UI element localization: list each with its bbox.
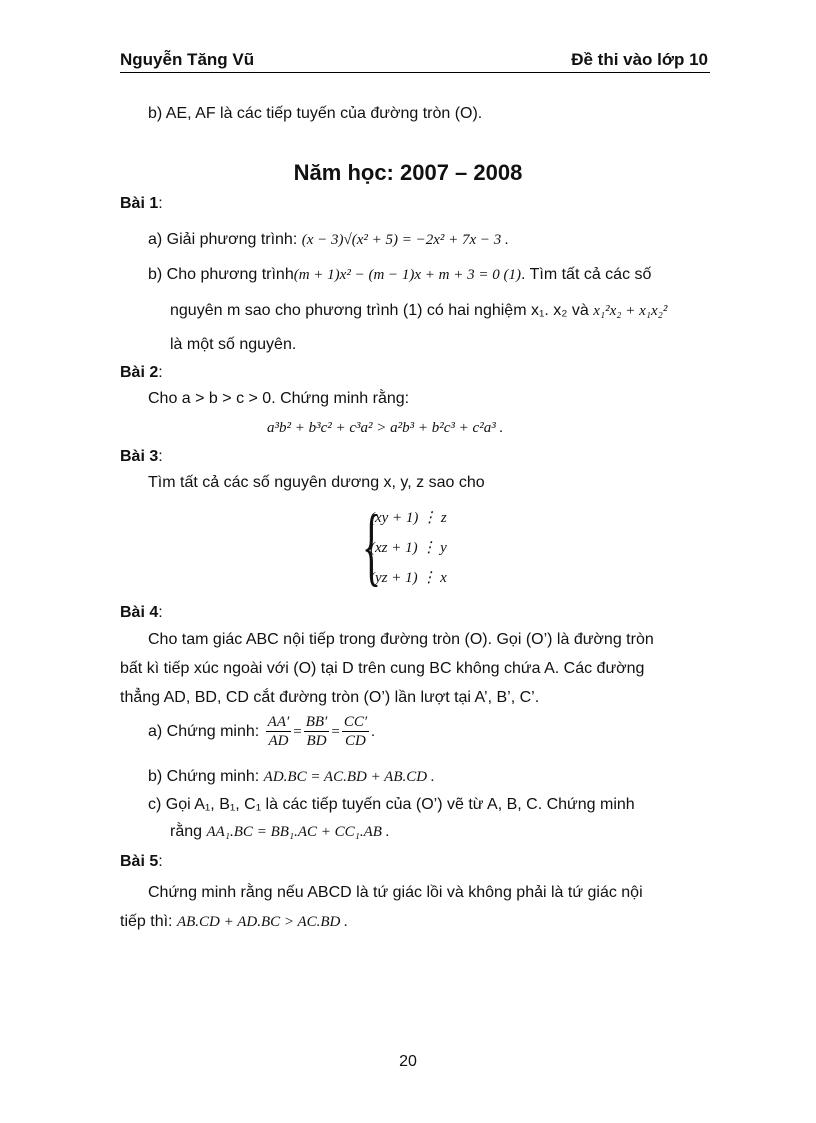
- bai4-b: b) Chứng minh: AD.BC = AC.BD + AB.CD .: [148, 768, 435, 785]
- bai4-c-equation: AA₁.BC = BB₁.AC + CC₁.AB .: [206, 824, 390, 840]
- fraction-aa-ad: $\frac{AA'}{AD}$: [267, 714, 290, 750]
- bai3-heading: Bài 3:: [120, 448, 163, 465]
- bai4-c-line2: rằng AA₁.BC = BB₁.AC + CC₁.AB .: [170, 823, 390, 840]
- bai4-paragraph-line3: thẳng AD, BD, CD cắt đường tròn (O’) lần lượt tại A’, B’, C’.: [120, 689, 540, 706]
- bai4-a: a) Chứng minh: $\frac{AA'}{AD}$ = $\frac{BB'}{BD}$ = $\frac{CC'}{CD}$ .: [148, 714, 375, 750]
- bai1-b-equation: (m + 1)x² − (m − 1)x + m + 3 = 0 (1): [293, 267, 521, 283]
- bai1-a: a) Giải phương trình: (x − 3)√(x² + 5) = −2x² + 7x − 3 .: [148, 231, 509, 248]
- bai4-heading: Bài 4:: [120, 604, 163, 621]
- fraction-cc-cd: $\frac{CC'}{CD}$: [343, 714, 368, 750]
- header-author: Nguyễn Tăng Vũ: [120, 50, 255, 69]
- bai2-inequality: a³b² + b³c² + c³a² > a²b³ + b²c³ + c²a³ .: [267, 420, 504, 436]
- bai2-text: Cho a > b > c > 0. Chứng minh rằng:: [148, 390, 410, 407]
- bai1-b: b) Cho phương trình(m + 1)x² − (m − 1)x + m + 3 = 0 (1). Tìm tất cả các số: [148, 266, 652, 283]
- bai5-inequality: AB.CD + AD.BC > AC.BD .: [176, 914, 348, 930]
- bai1-heading: Bài 1:: [120, 195, 163, 212]
- bai4-paragraph-line1: Cho tam giác ABC nội tiếp trong đường tròn (O). Gọi (O’) là đường tròn: [148, 631, 654, 648]
- bai4-b-equation: AD.BC = AC.BD + AB.CD .: [263, 769, 435, 785]
- bai1-a-equation: (x − 3)√(x² + 5) = −2x² + 7x − 3 .: [301, 232, 509, 248]
- bai4-paragraph-line2: bất kì tiếp xúc ngoài với (O) tại D trên cung BC không chứa A. Các đường: [120, 660, 645, 677]
- bai5-paragraph-line2: tiếp thì: AB.CD + AD.BC > AC.BD .: [120, 913, 348, 930]
- bai4-c-line1: c) Gọi A₁, B₁, C₁ là các tiếp tuyến của (O’) vẽ từ A, B, C. Chứng minh: [148, 796, 635, 813]
- bai3-system-line2: (xz + 1) ⋮ y: [370, 540, 447, 556]
- carry-over-line: b) AE, AF là các tiếp tuyến của đường tròn (O).: [148, 105, 483, 122]
- bai1-b-line3: là một số nguyên.: [170, 336, 297, 353]
- fraction-bb-bd: $\frac{BB'}{BD}$: [305, 714, 328, 750]
- page-number: 20: [399, 1053, 417, 1070]
- bai5-paragraph-line1: Chứng minh rằng nếu ABCD là tứ giác lồi và không phải là tứ giác nội: [148, 884, 643, 901]
- bai3-text: Tìm tất cả các số nguyên dương x, y, z sao cho: [148, 474, 485, 491]
- bai3-system-line3: (yz + 1) ⋮ x: [370, 570, 447, 586]
- bai3-system-line1: (xy + 1) ⋮ z: [370, 510, 447, 526]
- year-title: Năm học: 2007 – 2008: [293, 160, 523, 185]
- header-rule: [120, 72, 710, 73]
- bai3-system-brace: {: [362, 498, 382, 595]
- bai2-heading: Bài 2:: [120, 364, 163, 381]
- bai1-b-line2: nguyên m sao cho phương trình (1) có hai nghiệm x₁. x₂ và x₁²x₂ + x₁x₂²: [170, 302, 668, 319]
- bai5-heading: Bài 5:: [120, 853, 163, 870]
- bai1-b-expression: x₁²x₂ + x₁x₂²: [593, 303, 668, 319]
- header-book-title: Đề thi vào lớp 10: [571, 50, 708, 69]
